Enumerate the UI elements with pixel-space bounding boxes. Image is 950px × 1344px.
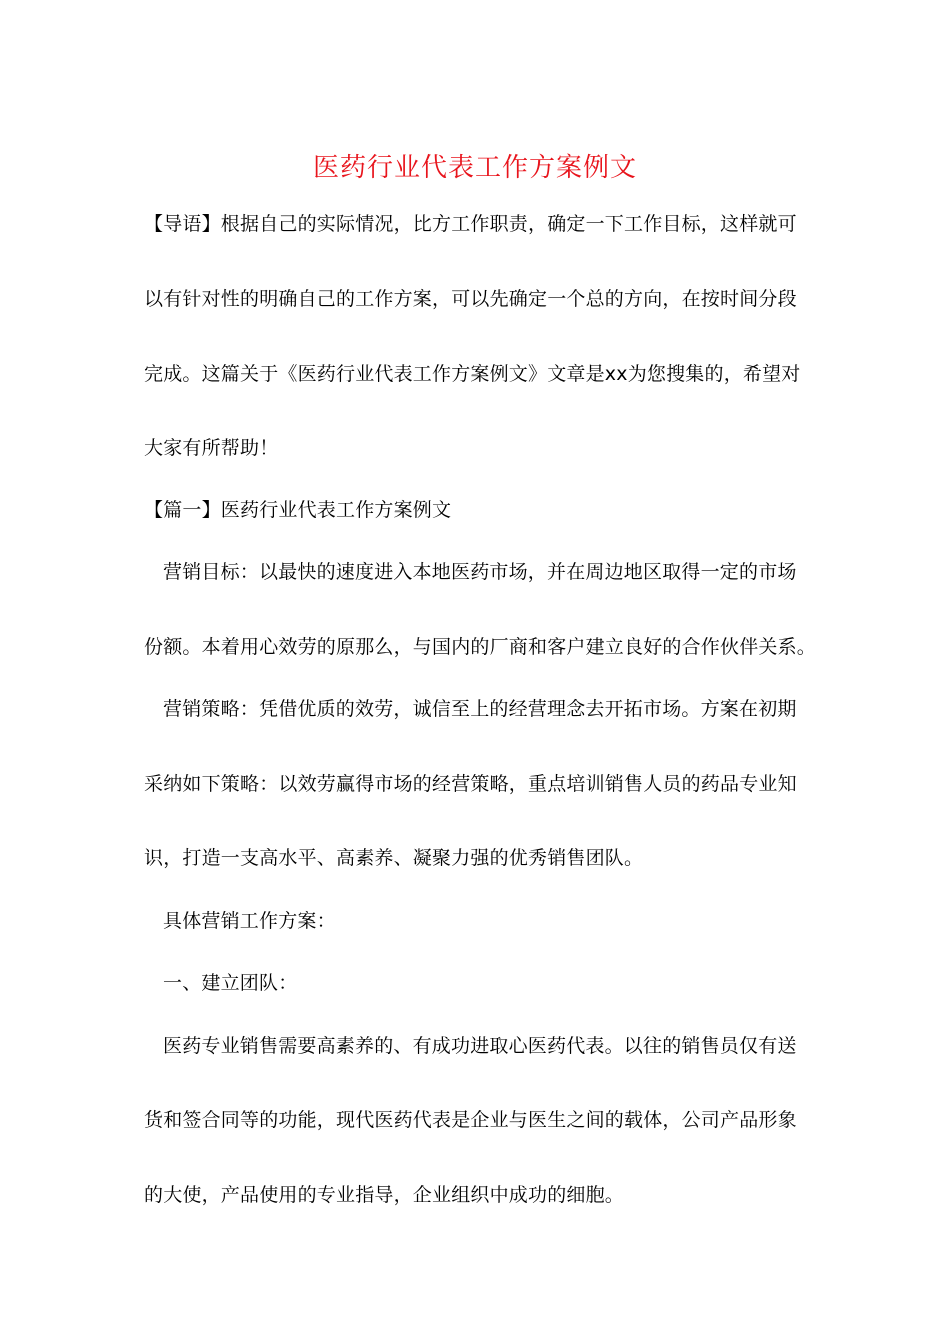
section-heading: 【篇一】医药行业代表工作方案例文 <box>144 499 452 521</box>
paragraph-line: 以有针对性的明确自己的工作方案，可以先确定一个总的方向，在按时间分段 <box>144 288 797 310</box>
paragraph-line: 的大使，产品使用的专业指导，企业组织中成功的细胞。 <box>144 1184 625 1206</box>
paragraph-line: 份额。本着用心效劳的原那么，与国内的厂商和客户建立良好的合作伙伴关系。 <box>144 636 817 658</box>
paragraph-line: 识，打造一支高水平、高素养、凝聚力强的优秀销售团队。 <box>144 847 644 869</box>
paragraph-line: 大家有所帮助！ <box>144 437 279 459</box>
paragraph-line: 营销策略：凭借优质的效劳，诚信至上的经营理念去开拓市场。方案在初期 <box>163 698 797 720</box>
document-title: 医药行业代表工作方案例文 <box>312 153 637 183</box>
paragraph-line: 【导语】根据自己的实际情况，比方工作职责，确定一下工作目标，这样就可 <box>144 213 797 235</box>
paragraph-line: 营销目标：以最快的速度进入本地医药市场，并在周边地区取得一定的市场 <box>163 561 797 583</box>
paragraph-line: 采纳如下策略：以效劳赢得市场的经营策略，重点培训销售人员的药品专业知 <box>144 773 797 795</box>
paragraph-line: 完成。这篇关于《医药行业代表工作方案例文》文章是xx为您搜集的，希望对 <box>144 363 801 385</box>
subheading: 一、建立团队： <box>163 972 298 994</box>
paragraph-line: 货和签合同等的功能，现代医药代表是企业与医生之间的载体，公司产品形象 <box>144 1109 797 1131</box>
subheading: 具体营销工作方案： <box>163 910 336 932</box>
paragraph-line: 医药专业销售需要高素养的、有成功进取心医药代表。以往的销售员仅有送 <box>163 1035 797 1057</box>
